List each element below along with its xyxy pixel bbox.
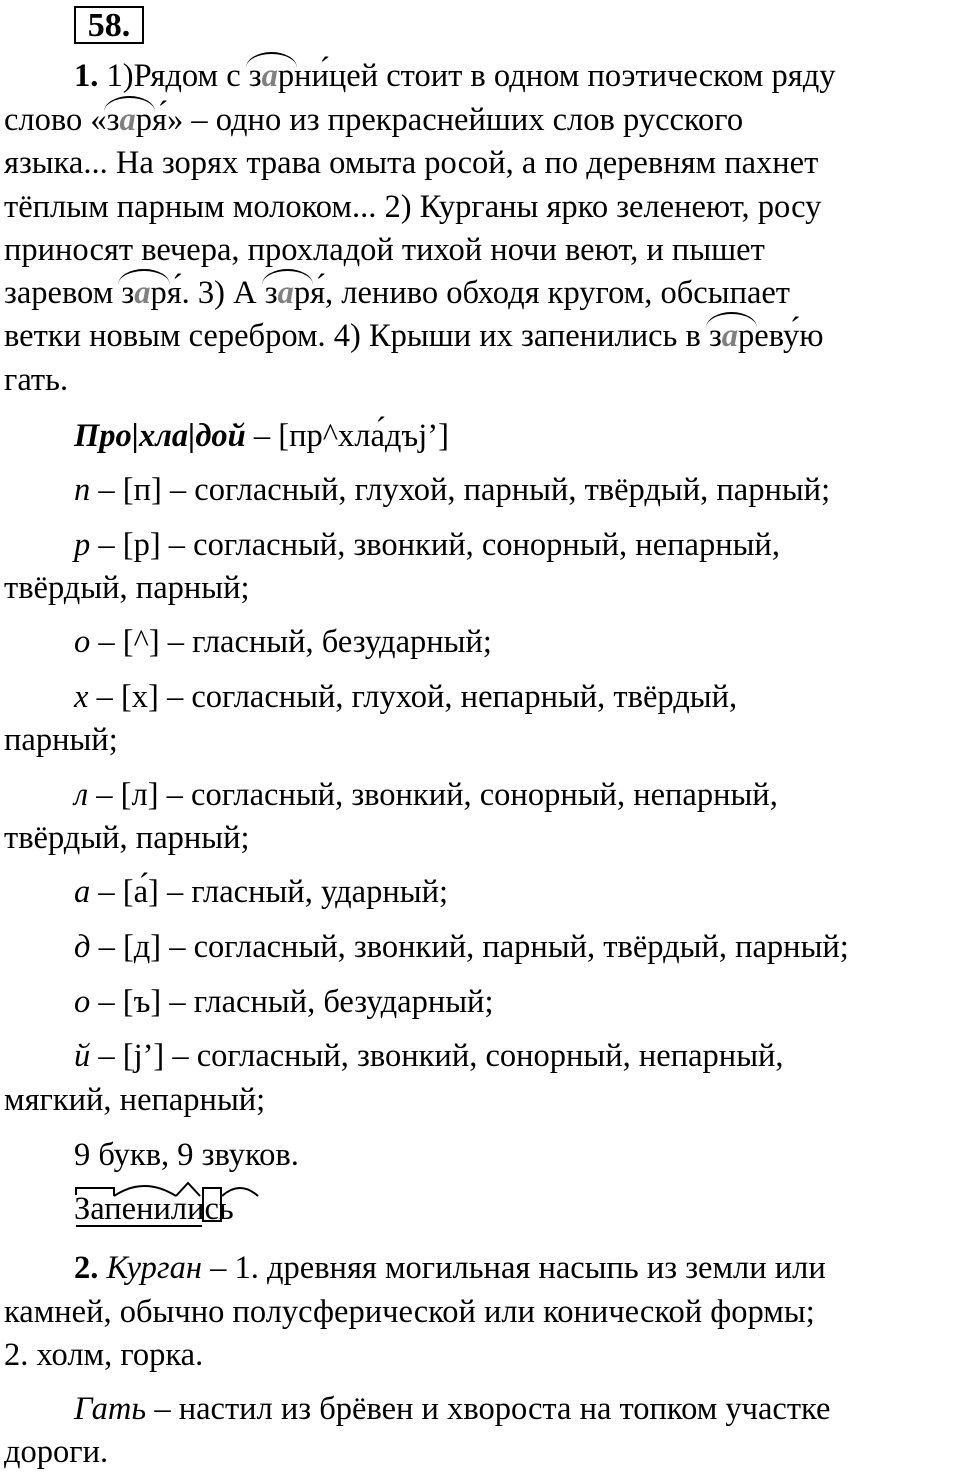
- text-fragment: Рядом с: [133, 58, 249, 94]
- text-line: ветки новым серебром. 4) Крыши их запенились в зареву́ю: [4, 318, 824, 354]
- text-line: приносят вечера, прохладой тихой ночи веют, и пышет: [4, 232, 765, 268]
- phonetic-row: й – [j’] – согласный, звонкий, сонорный, непарный,: [74, 1038, 784, 1074]
- phonetic-summary: 9 букв, 9 звуков.: [74, 1137, 299, 1173]
- root-arc: зар: [248, 58, 295, 94]
- postfix-mark: [222, 1188, 258, 1196]
- phonetic-row: о – [^] – гласный, безударный;: [74, 624, 492, 660]
- phonetic-row: п – [п] – согласный, глухой, парный, твёрдый, парный;: [74, 472, 831, 508]
- task-number: 58.: [74, 6, 144, 44]
- sentence-number: 1): [106, 58, 134, 94]
- root-arc: зар: [708, 318, 755, 354]
- root-arc: зар: [264, 275, 311, 311]
- definition-line: дороги.: [4, 1434, 109, 1470]
- suffix-mark: [176, 1183, 200, 1196]
- part-marker: 1.: [74, 58, 99, 94]
- phonetic-row: о – [ъ] – гласный, безударный;: [74, 984, 494, 1020]
- phonetic-row: х – [х] – согласный, глухой, непарный, твёрдый,: [74, 679, 738, 715]
- ending-box: [203, 1188, 221, 1221]
- text-line: заревом заря́. 3) А заря́, лениво обходя кругом, обсыпает: [4, 275, 791, 311]
- phonetic-row: р – [р] – согласный, звонкий, сонорный, непарный,: [74, 527, 780, 563]
- phonetic-row: л – [л] – согласный, звонкий, сонорный, непарный,: [74, 777, 778, 813]
- definition-line: Гать – настил из брёвен и хвороста на топком участке: [74, 1391, 831, 1427]
- text-fragment: слово «: [4, 102, 107, 138]
- term: Курган: [106, 1250, 202, 1286]
- definition-line: 2. холм, горка.: [4, 1337, 204, 1373]
- phonetic-row-cont: мягкий, непарный;: [4, 1082, 266, 1118]
- text-line: языка... На зорях трава омыта росой, а по деревням пахнет: [4, 145, 819, 181]
- text-line: гать.: [4, 362, 69, 398]
- text-line: тёплым парным молоком... 2) Курганы ярко зеленеют, росу: [4, 189, 822, 225]
- prefix-mark: [76, 1188, 114, 1196]
- phonetic-row: д – [д] – согласный, звонкий, парный, твёрдый, парный;: [74, 929, 849, 965]
- definition-line: камней, обычно полусферической или конической формы;: [4, 1294, 815, 1330]
- phonetic-row: а – [а́] – гласный, ударный;: [74, 874, 449, 910]
- phonetic-row-cont: твёрдый, парный;: [4, 820, 250, 856]
- root-arc: зар: [121, 275, 167, 311]
- term: Гать: [74, 1391, 147, 1427]
- phonetic-heading: Про|хла|дой – [пр^хла́дъj’]: [74, 418, 449, 454]
- phonetic-row-cont: твёрдый, парный;: [4, 570, 250, 606]
- root-arc: зар: [106, 102, 152, 138]
- phonetic-row-cont: парный;: [4, 722, 118, 758]
- text-fragment: я́» – одно из прекраснейших слов русского: [152, 102, 744, 138]
- text-fragment: ни́цей стоит в одном поэтическом ряду: [294, 58, 836, 94]
- morphemic-word: Запенились: [74, 1191, 234, 1227]
- root-mark: [114, 1186, 176, 1196]
- definition-line: 2. Курган – 1. древняя могильная насыпь из земли или: [74, 1250, 826, 1286]
